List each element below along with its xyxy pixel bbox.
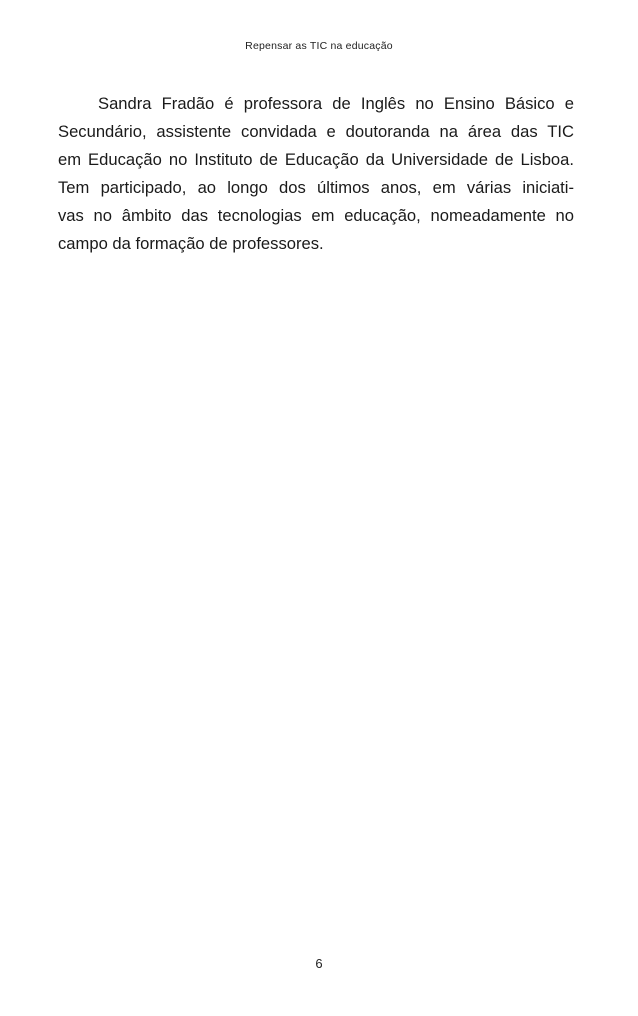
bio-line: em Educação no Instituto de Educação da Universidade de Lisboa. (58, 150, 574, 169)
bio-line: campo da formação de professores. (58, 234, 324, 253)
bio-line: vas no âmbito das tecnologias em educação, nomeadamente no (58, 206, 574, 225)
bio-line: Tem participado, ao longo dos últimos anos, em várias iniciati- (58, 178, 574, 197)
running-header: Repensar as TIC na educação (245, 40, 393, 52)
page-number: 6 (315, 956, 323, 971)
bio-line: Sandra Fradão é professora de Inglês no Ensino Básico e (98, 94, 574, 113)
bio-line: Secundário, assistente convidada e doutoranda na área das TIC (58, 122, 574, 141)
bio-paragraph (58, 90, 574, 258)
